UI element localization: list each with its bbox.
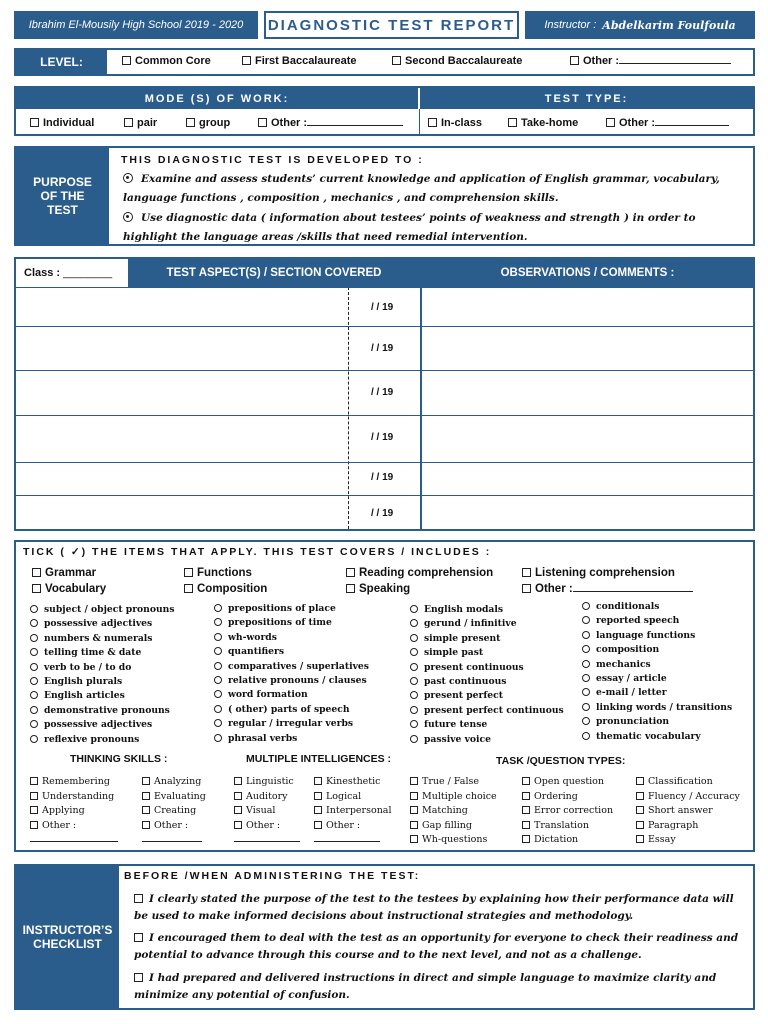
purpose-section xyxy=(14,146,755,246)
list-item[interactable]: Error correction xyxy=(522,805,613,820)
list-item[interactable]: wh-words xyxy=(214,632,369,646)
radio-icon xyxy=(410,677,418,685)
radio-icon xyxy=(410,663,418,671)
list-item[interactable]: demonstrative pronouns xyxy=(30,705,175,719)
list-item[interactable]: composition xyxy=(582,644,732,658)
radio-icon xyxy=(582,717,590,725)
checkbox-icon xyxy=(30,806,38,814)
radio-icon xyxy=(214,618,222,626)
list-item[interactable]: relative pronouns / clauses xyxy=(214,675,369,689)
radio-icon xyxy=(582,660,590,668)
list-item[interactable]: linking words / transitions xyxy=(582,702,732,716)
list-item[interactable]: past continuous xyxy=(410,676,564,690)
list-item[interactable]: e-mail / letter xyxy=(582,687,732,701)
list-item[interactable]: Other : xyxy=(30,820,118,835)
radio-icon xyxy=(30,691,38,699)
radio-icon xyxy=(214,662,222,670)
list-item[interactable]: Logical xyxy=(314,791,392,806)
list-item[interactable]: reflexive pronouns xyxy=(30,734,175,748)
testtype-header: TEST TYPE: xyxy=(544,92,629,105)
checkbox-icon xyxy=(142,777,150,785)
checkbox-icon xyxy=(428,118,437,127)
row-line xyxy=(16,370,753,371)
task-list-1 xyxy=(410,776,497,849)
radio-icon xyxy=(30,619,38,627)
blank-line xyxy=(573,591,693,592)
radio-icon xyxy=(214,705,222,713)
list-item[interactable]: Translation xyxy=(522,820,613,835)
checkbox-icon xyxy=(32,568,41,577)
checkbox-icon xyxy=(314,806,322,814)
checkbox-icon xyxy=(392,56,401,65)
list-item[interactable]: Analyzing xyxy=(142,776,206,791)
list-item[interactable]: Applying xyxy=(30,805,118,820)
checkbox-icon xyxy=(410,821,418,829)
list-item[interactable]: Dictation xyxy=(522,834,613,849)
purpose-label: PURPOSE OF THE TEST xyxy=(33,175,92,217)
list-item[interactable]: Visual xyxy=(234,805,300,820)
checkbox-icon xyxy=(142,806,150,814)
list-item[interactable]: reported speech xyxy=(582,615,732,629)
tick-item-vocabulary[interactable]: Vocabulary xyxy=(32,581,106,597)
level-option-second-bac[interactable]: Second Baccalaureate xyxy=(392,55,522,67)
radio-icon xyxy=(582,732,590,740)
list-item[interactable]: ( other) parts of speech xyxy=(214,704,369,718)
tick-item-grammar[interactable]: Grammar xyxy=(32,565,106,581)
radio-icon xyxy=(410,691,418,699)
checkbox-icon xyxy=(522,821,530,829)
checkbox-icon xyxy=(134,973,143,982)
radio-icon xyxy=(214,604,222,612)
list-item[interactable]: present continuous xyxy=(410,662,564,676)
score-cell[interactable]: / / 19 xyxy=(371,472,394,483)
checkbox-icon xyxy=(570,56,579,65)
instructor-label: Instructor : xyxy=(544,19,597,31)
tick-col1 xyxy=(32,565,106,597)
list-item[interactable]: subject / object pronouns xyxy=(30,604,175,618)
list-item[interactable]: Kinesthetic xyxy=(314,776,392,791)
tick-item-reading[interactable]: Reading comprehension xyxy=(346,565,493,581)
list-item[interactable]: Interpersonal xyxy=(314,805,392,820)
list-item[interactable]: English plurals xyxy=(30,676,175,690)
list-item[interactable]: Evaluating xyxy=(142,791,206,806)
level-option-other[interactable]: Other : xyxy=(570,55,731,67)
list-item[interactable]: Short answer xyxy=(636,805,740,820)
thinking-list-1 xyxy=(30,776,118,849)
list-item[interactable]: Understanding xyxy=(30,791,118,806)
task-list-3 xyxy=(636,776,740,849)
radio-icon xyxy=(410,605,418,613)
list-item[interactable]: prepositions of place xyxy=(214,603,369,617)
checkbox-icon xyxy=(142,792,150,800)
grammar-list-4 xyxy=(582,601,732,745)
radio-icon xyxy=(582,602,590,610)
checkbox-icon xyxy=(234,792,242,800)
checklist-item-1[interactable]: I clearly stated the purpose of the test to the testees by explaining how their performance data will be used to make informed decisions about instructional strategies and methodology. xyxy=(134,893,734,922)
checkbox-icon xyxy=(522,777,530,785)
checkbox-icon xyxy=(234,777,242,785)
purpose-item-1: Examine and assess students’ current knowledge and application of English grammar, vocabulary, language functions , composition , mechanics , and comprehension skills. xyxy=(123,173,720,204)
blank-line xyxy=(655,125,729,126)
list-item[interactable]: thematic vocabulary xyxy=(582,731,732,745)
radio-icon xyxy=(582,703,590,711)
checkbox-icon xyxy=(32,584,41,593)
checkbox-icon xyxy=(142,821,150,829)
list-item[interactable]: future tense xyxy=(410,719,564,733)
checkbox-icon xyxy=(314,792,322,800)
mode-option-individual[interactable]: Individual xyxy=(30,117,94,129)
checkbox-icon xyxy=(234,806,242,814)
checklist-item-2[interactable]: I encouraged them to deal with the test as an opportunity for everyone to check their readiness and potential to advance through this course and to the next level, and not as a challenge. xyxy=(134,932,739,961)
checkbox-icon xyxy=(346,568,355,577)
checkbox-icon xyxy=(410,806,418,814)
list-item[interactable]: Open question xyxy=(522,776,613,791)
radio-icon xyxy=(410,648,418,656)
checkbox-icon xyxy=(522,584,531,593)
blank-line xyxy=(142,834,206,849)
list-item[interactable]: quantifiers xyxy=(214,646,369,660)
thinking-list-2 xyxy=(142,776,206,849)
list-item[interactable]: passive voice xyxy=(410,734,564,748)
tick-section xyxy=(14,540,755,852)
testtype-option-other[interactable]: Other : xyxy=(606,117,729,129)
radio-icon xyxy=(30,634,38,642)
list-item[interactable]: Other : xyxy=(142,820,206,835)
score-cell[interactable]: / / 19 xyxy=(371,432,394,443)
mi-list-1 xyxy=(234,776,300,849)
tick-item-speaking[interactable]: Speaking xyxy=(346,581,493,597)
blank-line xyxy=(314,834,392,849)
level-option-common-core[interactable]: Common Core xyxy=(122,55,211,67)
checkbox-icon xyxy=(184,584,193,593)
obs-header-cell xyxy=(422,259,753,287)
task-list-2 xyxy=(522,776,613,849)
checkbox-icon xyxy=(184,568,193,577)
checkbox-icon xyxy=(314,821,322,829)
checkbox-icon xyxy=(346,584,355,593)
list-item[interactable]: telling time & date xyxy=(30,647,175,661)
radio-icon xyxy=(410,735,418,743)
list-item[interactable]: essay / article xyxy=(582,673,732,687)
checkbox-icon xyxy=(242,56,251,65)
tick-item-composition[interactable]: Composition xyxy=(184,581,267,597)
tick-col2 xyxy=(184,565,267,597)
radio-selected-icon xyxy=(123,173,133,183)
tick-col3 xyxy=(346,565,493,597)
list-item[interactable]: Matching xyxy=(410,805,497,820)
checkbox-icon xyxy=(234,821,242,829)
list-item[interactable]: possessive adjectives xyxy=(30,719,175,733)
list-item[interactable]: Wh-questions xyxy=(410,834,497,849)
level-label-cell xyxy=(16,50,107,74)
radio-icon xyxy=(582,631,590,639)
aspect-header: TEST ASPECT(S) / SECTION COVERED xyxy=(166,267,382,279)
checkbox-icon xyxy=(636,777,644,785)
checkbox-icon xyxy=(522,792,530,800)
list-item[interactable]: pronunciation xyxy=(582,716,732,730)
list-item[interactable]: mechanics xyxy=(582,659,732,673)
checkbox-icon xyxy=(134,933,143,942)
list-item[interactable]: present perfect xyxy=(410,690,564,704)
list-item[interactable]: Multiple choice xyxy=(410,791,497,806)
checkbox-icon xyxy=(30,118,39,127)
row-line xyxy=(16,462,753,463)
list-item[interactable]: Classification xyxy=(636,776,740,791)
list-item[interactable]: Ordering xyxy=(522,791,613,806)
radio-icon xyxy=(410,634,418,642)
mode-header: MODE (S) OF WORK: xyxy=(144,92,290,105)
radio-icon xyxy=(214,690,222,698)
mode-section xyxy=(14,86,755,136)
checkbox-icon xyxy=(410,792,418,800)
school-banner xyxy=(14,11,258,39)
score-cell[interactable]: / / 19 xyxy=(371,508,394,519)
checkbox-icon xyxy=(258,118,267,127)
checkbox-icon xyxy=(124,118,133,127)
tick-col4 xyxy=(522,565,693,597)
checklist-label-cell xyxy=(16,866,119,1008)
testtype-option-inclass[interactable]: In-class xyxy=(428,117,482,129)
list-item[interactable]: Creating xyxy=(142,805,206,820)
list-item[interactable]: present perfect continuous xyxy=(410,705,564,719)
checklist-header: BEFORE /WHEN ADMINISTERING THE TEST: xyxy=(124,870,421,882)
list-item[interactable]: Paragraph xyxy=(636,820,740,835)
mode-option-pair[interactable]: pair xyxy=(124,117,157,129)
purpose-label-cell xyxy=(16,148,109,244)
class-cell: Class : ________ xyxy=(24,267,113,279)
level-row xyxy=(14,48,755,76)
radio-icon xyxy=(214,633,222,641)
radio-icon xyxy=(582,688,590,696)
list-item[interactable]: simple past xyxy=(410,647,564,661)
task-types-header: TASK /QUESTION TYPES: xyxy=(496,755,626,767)
list-item[interactable]: Remembering xyxy=(30,776,118,791)
radio-icon xyxy=(30,605,38,613)
row-line xyxy=(16,495,753,496)
blank-line xyxy=(30,834,118,849)
grammar-list-1 xyxy=(30,604,175,748)
tick-item-listening[interactable]: Listening comprehension xyxy=(522,565,693,581)
list-item[interactable]: phrasal verbs xyxy=(214,733,369,747)
aspect-header-cell xyxy=(128,259,420,287)
testtype-option-takehome[interactable]: Take-home xyxy=(508,117,578,129)
checkbox-icon xyxy=(314,777,322,785)
blank-line xyxy=(619,63,731,64)
mi-header: MULTIPLE INTELLIGENCES : xyxy=(246,753,392,765)
blank-line xyxy=(234,834,300,849)
list-item[interactable]: numbers & numerals xyxy=(30,633,175,647)
radio-icon xyxy=(30,720,38,728)
radio-selected-icon xyxy=(123,212,133,222)
list-item[interactable]: Fluency / Accuracy xyxy=(636,791,740,806)
score-cell[interactable]: / / 19 xyxy=(371,343,394,354)
level-label: LEVEL: xyxy=(40,55,83,69)
checkbox-icon xyxy=(410,777,418,785)
row-line xyxy=(16,326,753,327)
radio-icon xyxy=(214,719,222,727)
mi-list-2 xyxy=(314,776,392,849)
radio-icon xyxy=(410,720,418,728)
report-title-box xyxy=(264,11,519,39)
dashed-vline xyxy=(348,287,349,529)
radio-icon xyxy=(30,706,38,714)
obs-vline xyxy=(420,259,422,529)
list-item[interactable]: Other : xyxy=(314,820,392,835)
list-item[interactable]: verb to be / to do xyxy=(30,662,175,676)
class-input[interactable]: ________ xyxy=(63,267,113,279)
list-item[interactable]: conditionals xyxy=(582,601,732,615)
radio-icon xyxy=(582,616,590,624)
report-title: DIAGNOSTIC TEST REPORT xyxy=(267,16,516,34)
row-line xyxy=(16,287,753,288)
mode-header-cell xyxy=(16,88,418,109)
radio-icon xyxy=(214,676,222,684)
list-item[interactable]: word formation xyxy=(214,689,369,703)
checklist-section xyxy=(14,864,755,1010)
blank-line xyxy=(307,125,403,126)
level-option-first-bac[interactable]: First Baccalaureate xyxy=(242,55,357,67)
checkbox-icon xyxy=(522,835,530,843)
radio-icon xyxy=(214,734,222,742)
list-item[interactable]: English modals xyxy=(410,604,564,618)
radio-icon xyxy=(582,674,590,682)
list-item[interactable]: English articles xyxy=(30,690,175,704)
score-cell[interactable]: / / 19 xyxy=(371,302,394,313)
checkbox-icon xyxy=(508,118,517,127)
purpose-intro: THIS DIAGNOSTIC TEST IS DEVELOPED TO : xyxy=(121,154,424,166)
grammar-list-3 xyxy=(410,604,564,748)
testtype-header-cell xyxy=(420,88,753,109)
list-item[interactable]: gerund / infinitive xyxy=(410,618,564,632)
checklist-label: INSTRUCTOR’S CHECKLIST xyxy=(22,923,113,951)
radio-icon xyxy=(30,663,38,671)
list-item[interactable]: language functions xyxy=(582,630,732,644)
list-item[interactable]: True / False xyxy=(410,776,497,791)
list-item[interactable]: Linguistic xyxy=(234,776,300,791)
instructor-banner xyxy=(525,11,755,39)
checkbox-icon xyxy=(134,894,143,903)
checkbox-icon xyxy=(636,792,644,800)
school-name: Ibrahim El-Mousily High School 2019 - 2020 xyxy=(28,19,244,31)
list-item[interactable]: comparatives / superlatives xyxy=(214,661,369,675)
checkbox-icon xyxy=(186,118,195,127)
checkbox-icon xyxy=(30,792,38,800)
checkbox-icon xyxy=(122,56,131,65)
grammar-list-2 xyxy=(214,603,369,747)
thinking-skills-header: THINKING SKILLS : xyxy=(70,753,168,765)
obs-header: OBSERVATIONS / COMMENTS : xyxy=(500,267,675,279)
tick-header: TICK ( ✓) THE ITEMS THAT APPLY. THIS TEST COVERS / INCLUDES : xyxy=(23,546,492,558)
checklist-item-3[interactable]: I had prepared and delivered instructions in direct and simple language to maximize clarity and minimize any potential of confusion. xyxy=(134,972,717,1001)
radio-icon xyxy=(410,706,418,714)
checkbox-icon xyxy=(636,806,644,814)
radio-icon xyxy=(30,677,38,685)
list-item[interactable]: Other : xyxy=(234,820,300,835)
purpose-item-2: Use diagnostic data ( information about testees’ points of weakness and strength ) in order to highlight the language areas /skills that need remedial intervention. xyxy=(123,212,696,243)
score-cell[interactable]: / / 19 xyxy=(371,387,394,398)
list-item[interactable]: prepositions of time xyxy=(214,617,369,631)
checkbox-icon xyxy=(410,835,418,843)
instructor-name: Abdelkarim Foulfoula xyxy=(602,18,736,32)
list-item[interactable]: Gap filling xyxy=(410,820,497,835)
results-table xyxy=(14,257,755,531)
radio-icon xyxy=(410,619,418,627)
list-item[interactable]: regular / irregular verbs xyxy=(214,718,369,732)
list-item[interactable]: Essay xyxy=(636,834,740,849)
checkbox-icon xyxy=(606,118,615,127)
checkbox-icon xyxy=(30,777,38,785)
mode-option-group[interactable]: group xyxy=(186,117,230,129)
checkbox-icon xyxy=(522,806,530,814)
radio-icon xyxy=(582,645,590,653)
mode-divider xyxy=(419,109,420,134)
checkbox-icon xyxy=(522,568,531,577)
list-item[interactable]: simple present xyxy=(410,633,564,647)
checkbox-icon xyxy=(636,835,644,843)
checkbox-icon xyxy=(636,821,644,829)
row-line xyxy=(16,415,753,416)
radio-icon xyxy=(30,735,38,743)
radio-icon xyxy=(214,647,222,655)
list-item[interactable]: Auditory xyxy=(234,791,300,806)
tick-item-other[interactable]: Other : xyxy=(522,581,693,597)
checkbox-icon xyxy=(30,821,38,829)
list-item[interactable]: possessive adjectives xyxy=(30,618,175,632)
radio-icon xyxy=(30,648,38,656)
tick-item-functions[interactable]: Functions xyxy=(184,565,267,581)
mode-option-other[interactable]: Other : xyxy=(258,117,403,129)
